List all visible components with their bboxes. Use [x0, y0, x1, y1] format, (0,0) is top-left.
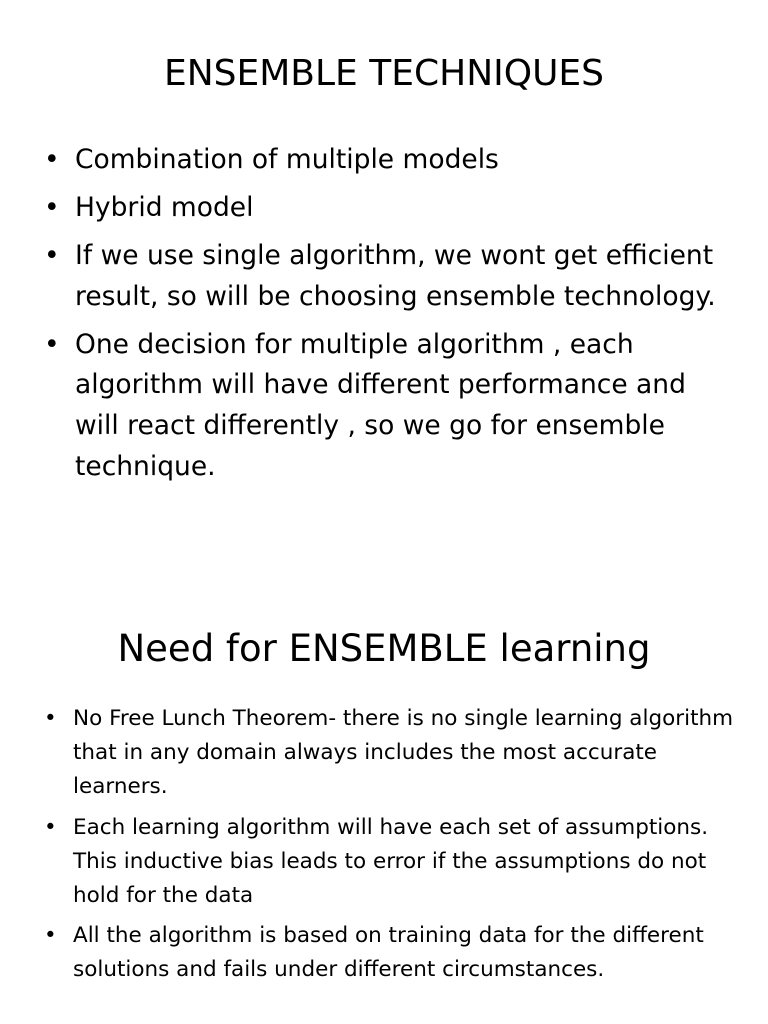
bullet-text: One decision for multiple algorithm , each algorithm will have different performance and will react differently , so we go for ensemble technique. — [75, 328, 686, 482]
bullet-dot-icon: • — [44, 328, 60, 360]
bullet-item — [44, 140, 734, 181]
slide-need-for-ensemble-learning — [0, 560, 768, 1024]
bullet-dot-icon: • — [44, 923, 57, 949]
bullet-item — [44, 702, 734, 805]
bullet-dot-icon: • — [44, 240, 60, 272]
bullet-dot-icon: • — [44, 192, 60, 224]
bullet-text: No Free Lunch Theorem- there is no single learning algorithm that in any domain always includes the most accurate learners. — [73, 706, 734, 800]
bullet-text: If we use single algorithm, we wont get efficient result, so will be choosing ensemble technology. — [75, 240, 716, 312]
slide-title: Need for ENSEMBLE learning — [117, 627, 651, 670]
bullet-dot-icon: • — [44, 706, 57, 731]
bullet-dot-icon: • — [44, 814, 57, 840]
bullet-text: Each learning algorithm will have each set of assumptions. This inductive bias leads to error if the assumptions do not hold for the data — [73, 814, 709, 909]
bullet-text: Hybrid model — [75, 192, 254, 224]
bullet-item — [44, 236, 734, 317]
bullet-text: Combination of multiple models — [75, 144, 499, 175]
bullet-item — [44, 919, 734, 987]
bullet-dot-icon: • — [44, 144, 60, 175]
bullet-text: All the algorithm is based on training data for the different solutions and fails under different circumstances. — [73, 923, 704, 983]
slide-title: ENSEMBLE TECHNIQUES — [163, 53, 605, 94]
bullet-list — [44, 140, 734, 495]
bullet-item — [44, 811, 734, 914]
bullet-item — [44, 325, 734, 487]
bullet-item — [44, 188, 734, 229]
bullet-list — [44, 702, 734, 994]
